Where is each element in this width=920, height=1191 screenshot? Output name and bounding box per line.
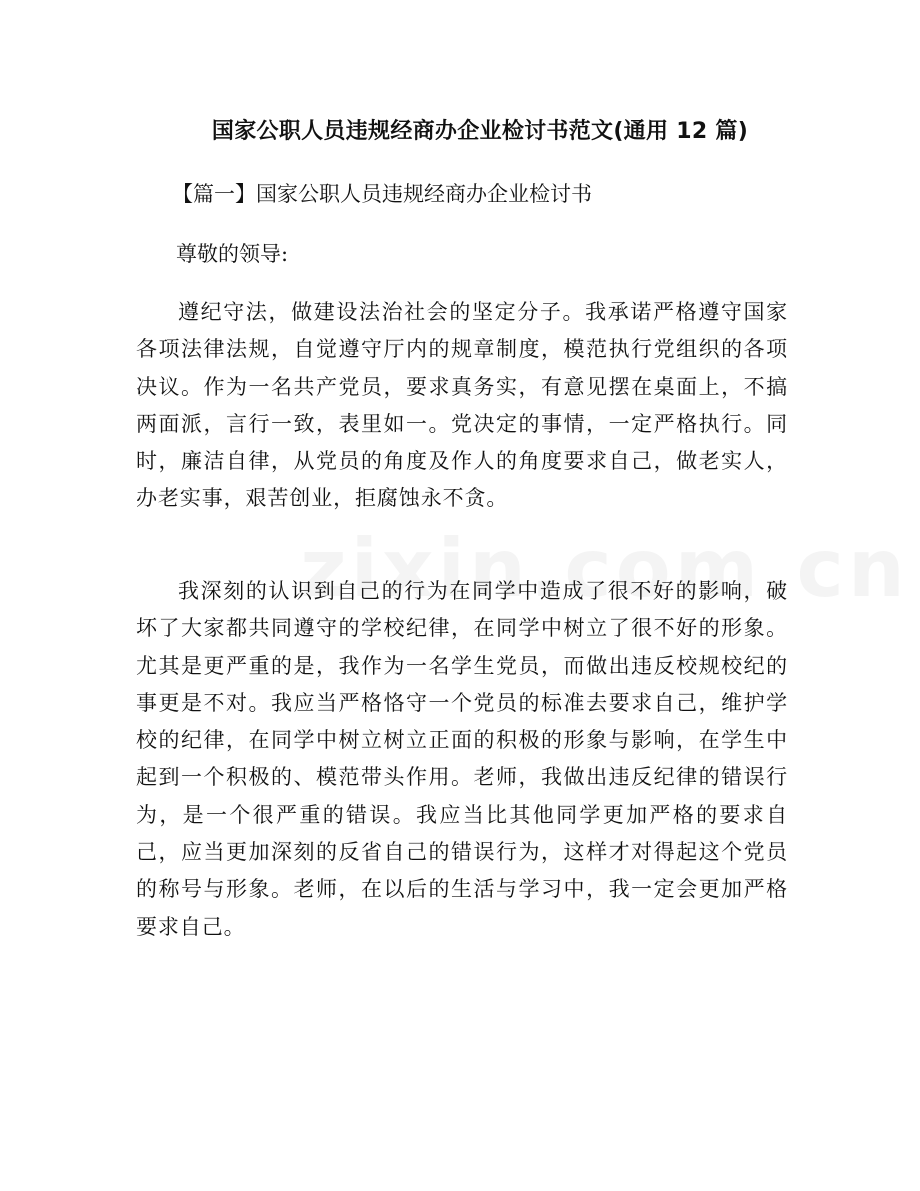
section-heading: 【篇一】国家公职人员违规经商办企业检讨书 — [172, 182, 592, 206]
paragraph-1: 遵纪守法，做建设法治社会的坚定分子。我承诺严格遵守国家各项法律法规，自觉遵守厅内的规章制度，模范执行党组织的各项决议。作为一名共产党员，要求真务实，有意见摆在桌面上，不搞两面派，言行一致，表里如一。党决定的事情，一定严格执行。同时，廉洁自律，从党员的角度及作人的角度要求自己，做老实人，办老实事，艰苦创业，拒腐蚀永不贪。 — [136, 300, 788, 511]
salutation: 尊敬的领导: — [176, 242, 289, 266]
document-title: 国家公职人员违规经商办企业检讨书范文(通用 12 篇) — [211, 119, 749, 144]
paragraph-2: 我深刻的认识到自己的行为在同学中造成了很不好的影响，破坏了大家都共同遵守的学校纪律，在同学中树立了很不好的形象。尤其是更严重的是，我作为一名学生党员，而做出违反校规校纪的事更是不对。我应当严格恪守一个党员的标准去要求自己，维护学校的纪律，在同学中树立树立正面的积极的形象与影响，在学生中起到一个积极的、模范带头作用。老师，我做出违反纪律的错误行为，是一个很严重的错误。我应当比其他同学更加严格的要求自己，应当更加深刻的反省自己的错误行为，这样才对得起这个党员的称号与形象。老师，在以后的生活与学习中，我一定会更加严格要求自己。 — [136, 579, 788, 939]
